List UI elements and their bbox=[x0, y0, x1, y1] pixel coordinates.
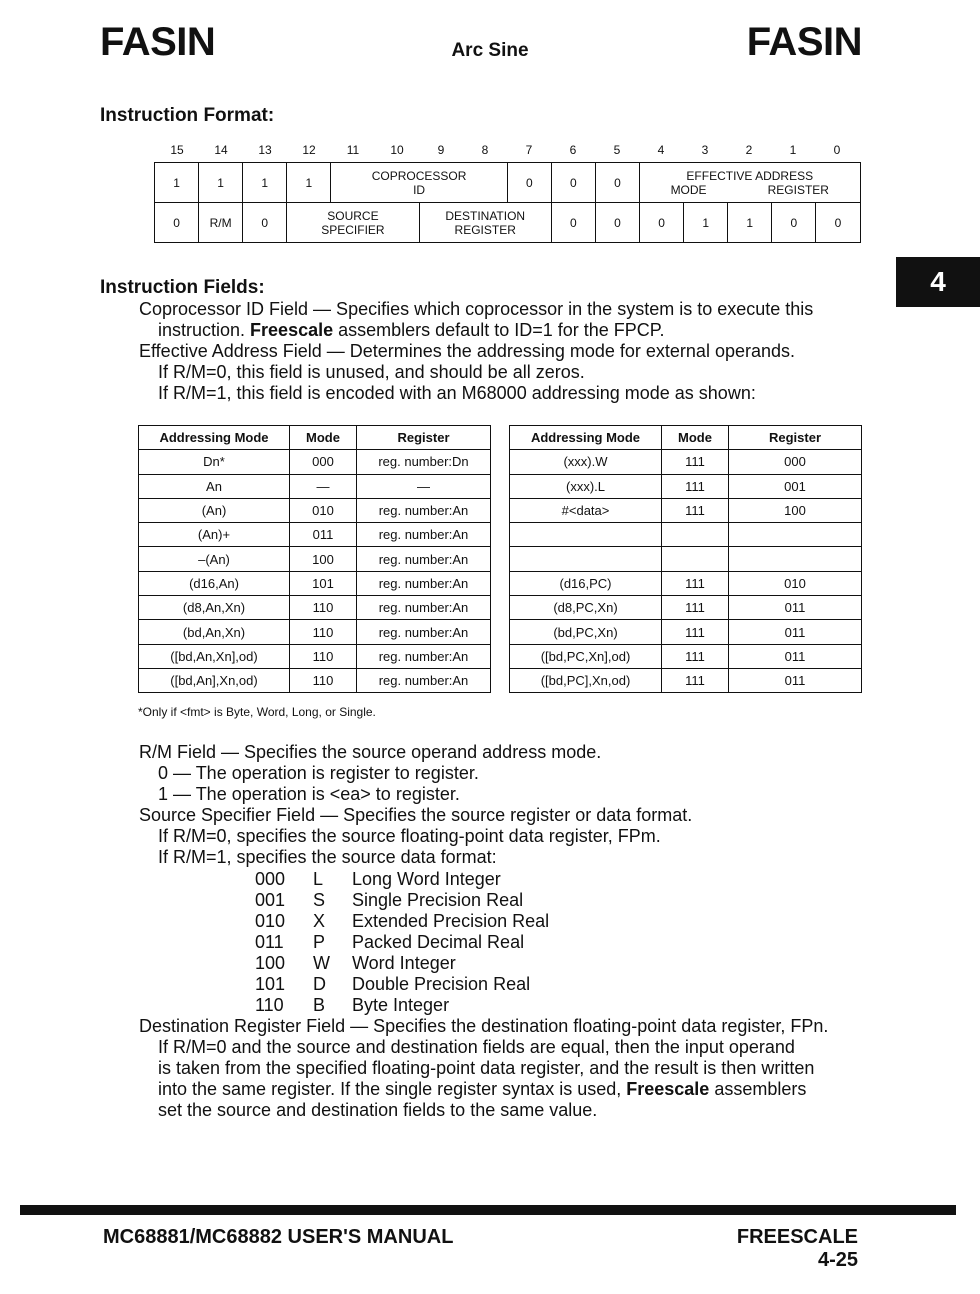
table-cell: 001 bbox=[729, 474, 862, 498]
bit-cell: 1 bbox=[155, 163, 199, 203]
bit-number: 10 bbox=[390, 143, 404, 157]
table-row bbox=[510, 620, 862, 644]
table-cell: 011 bbox=[290, 523, 357, 547]
destination-line-5: set the source and destination fields to the same value. bbox=[158, 1100, 598, 1120]
bit-number: 15 bbox=[170, 143, 184, 157]
table-cell: ([bd,An,Xn],od) bbox=[139, 644, 290, 668]
text-span: assemblers default to ID=1 for the FPCP. bbox=[333, 320, 665, 340]
source-specifier-line-2: If R/M=0, specifies the source floating-point data register, FPm. bbox=[158, 826, 661, 846]
table-cell: (bd,PC,Xn) bbox=[510, 620, 662, 644]
rm-field-line-3: 1 — The operation is <ea> to register. bbox=[158, 784, 460, 804]
bit-number: 3 bbox=[701, 143, 709, 157]
brand-name: Freescale bbox=[250, 320, 334, 340]
table-cell: 000 bbox=[729, 450, 862, 474]
source-specifier-line-1: Source Specifier Field — Specifies the source register or data format. bbox=[139, 805, 693, 825]
bit-number: 7 bbox=[525, 143, 533, 157]
table-row bbox=[510, 668, 862, 692]
table-cell: Dn* bbox=[139, 450, 290, 474]
table-cell: 110 bbox=[290, 620, 357, 644]
footer-page-number: 4-25 bbox=[817, 1249, 858, 1271]
table-cell: reg. number:An bbox=[357, 571, 491, 595]
table-cell: (d16,An) bbox=[139, 571, 290, 595]
footer-rule bbox=[20, 1205, 956, 1215]
bit-number: 6 bbox=[569, 143, 577, 157]
format-letter: L bbox=[313, 869, 324, 889]
format-code: 101 bbox=[255, 974, 286, 994]
format-letter: B bbox=[313, 995, 326, 1015]
table-cell: 110 bbox=[290, 596, 357, 620]
instruction-format-heading: Instruction Format: bbox=[100, 105, 275, 126]
table-row bbox=[139, 474, 491, 498]
addressing-mode-table-left bbox=[138, 425, 491, 693]
table-footnote: *Only if <fmt> is Byte, Word, Long, or Single. bbox=[138, 705, 376, 719]
bit-cell: 0 bbox=[595, 163, 639, 203]
table-cell: An bbox=[139, 474, 290, 498]
text-span: instruction. bbox=[158, 320, 251, 340]
destination-line-3: is taken from the specified floating-point data register, and the result is then written bbox=[158, 1058, 815, 1078]
bit-cell: 0 bbox=[640, 203, 684, 243]
bit-number: 5 bbox=[613, 143, 621, 157]
source-specifier-field bbox=[287, 203, 419, 243]
table-row bbox=[510, 547, 862, 571]
bit-cell: 1 bbox=[728, 203, 772, 243]
instruction-fields-heading: Instruction Fields: bbox=[100, 277, 265, 298]
table-cell: reg. number:An bbox=[357, 523, 491, 547]
coprocessor-line-2 bbox=[158, 320, 664, 341]
table-cell: 011 bbox=[729, 668, 862, 692]
table-cell: reg. number:An bbox=[357, 498, 491, 522]
format-code: 001 bbox=[255, 890, 286, 910]
bit-number: 8 bbox=[481, 143, 489, 157]
table-cell: 100 bbox=[290, 547, 357, 571]
bit-number: 1 bbox=[789, 143, 797, 157]
table-row bbox=[139, 571, 491, 595]
instruction-format-table bbox=[154, 162, 861, 243]
format-letter: P bbox=[313, 932, 326, 952]
footer-manual-title: MC68881/MC68882 USER'S MANUAL bbox=[103, 1226, 454, 1248]
table-row bbox=[510, 571, 862, 595]
table-cell: ([bd,PC,Xn],od) bbox=[510, 644, 662, 668]
bit-number: 4 bbox=[657, 143, 665, 157]
rm-field-line-1: R/M Field — Specifies the source operand address mode. bbox=[139, 742, 602, 762]
bit-cell: 1 bbox=[199, 163, 243, 203]
table-cell: (An)+ bbox=[139, 523, 290, 547]
bit-cell: 0 bbox=[551, 203, 595, 243]
brand-name: Freescale bbox=[626, 1079, 710, 1099]
footer-brand: FREESCALE bbox=[736, 1226, 858, 1248]
bit-cell: 1 bbox=[684, 203, 728, 243]
text-span: into the same register. If the single register syntax is used, bbox=[158, 1079, 627, 1099]
bit-number: 11 bbox=[346, 143, 360, 157]
table-cell: reg. number:An bbox=[357, 620, 491, 644]
table-cell: reg. number:An bbox=[357, 668, 491, 692]
header-title: Arc Sine bbox=[451, 40, 529, 61]
bit-cell: R/M bbox=[199, 203, 243, 243]
table-row bbox=[139, 450, 491, 474]
format-letter: D bbox=[313, 974, 326, 994]
table-cell: — bbox=[290, 474, 357, 498]
ea-line-3: If R/M=1, this field is encoded with an M68000 addressing mode as shown: bbox=[158, 383, 756, 403]
bit-cell: 0 bbox=[243, 203, 287, 243]
ea-mode-label: MODE bbox=[670, 182, 707, 197]
table-cell: 000 bbox=[290, 450, 357, 474]
header-mnemonic-left: FASIN bbox=[100, 20, 216, 64]
effective-address-label: EFFECTIVE ADDRESS bbox=[686, 168, 814, 183]
table-cell bbox=[662, 523, 729, 547]
table-cell bbox=[510, 547, 662, 571]
addressing-mode-table-right bbox=[509, 425, 862, 693]
table-cell: 111 bbox=[662, 450, 729, 474]
table-cell: 110 bbox=[290, 644, 357, 668]
effective-address-field bbox=[640, 163, 860, 203]
table-cell: ([bd,An],Xn,od) bbox=[139, 668, 290, 692]
destination-line-1: Destination Register Field — Specifies the destination floating-point data register, FPn. bbox=[139, 1016, 829, 1036]
table-row bbox=[139, 596, 491, 620]
table-row bbox=[510, 450, 862, 474]
bit-cell: 0 bbox=[816, 203, 860, 243]
destination-label: DESTINATION bbox=[445, 208, 526, 223]
format-code: 100 bbox=[255, 953, 286, 973]
table-cell bbox=[729, 547, 862, 571]
source-specifier-line-3: If R/M=1, specifies the source data format: bbox=[158, 847, 497, 867]
table-row bbox=[139, 547, 491, 571]
table-cell: (d8,An,Xn) bbox=[139, 596, 290, 620]
table-row bbox=[510, 498, 862, 522]
table-cell bbox=[510, 523, 662, 547]
table-cell: reg. number:An bbox=[357, 596, 491, 620]
format-name: Byte Integer bbox=[352, 995, 450, 1015]
format-code: 110 bbox=[255, 995, 284, 1015]
table-cell: 011 bbox=[729, 596, 862, 620]
table-cell: 100 bbox=[729, 498, 862, 522]
table-row bbox=[139, 644, 491, 668]
specifier-label: SPECIFIER bbox=[321, 222, 385, 237]
ea-line-1: Effective Address Field — Determines the addressing mode for external operands. bbox=[139, 341, 796, 361]
coprocessor-id-field bbox=[331, 163, 507, 203]
table-cell: (d8,PC,Xn) bbox=[510, 596, 662, 620]
column-header: Register bbox=[729, 426, 862, 450]
format-name: Double Precision Real bbox=[352, 974, 531, 994]
coprocessor-id-label: ID bbox=[413, 182, 426, 197]
table-cell: 010 bbox=[290, 498, 357, 522]
format-letter: S bbox=[313, 890, 326, 910]
table-cell: 111 bbox=[662, 620, 729, 644]
format-letter: W bbox=[313, 953, 330, 973]
table-cell: (xxx).W bbox=[510, 450, 662, 474]
destination-register-field bbox=[419, 203, 551, 243]
format-name: Long Word Integer bbox=[352, 869, 501, 889]
header-mnemonic-right: FASIN bbox=[746, 20, 862, 64]
table-row bbox=[139, 668, 491, 692]
coprocessor-label: COPROCESSOR bbox=[371, 168, 467, 183]
column-header: Addressing Mode bbox=[510, 426, 662, 450]
table-cell: –(An) bbox=[139, 547, 290, 571]
section-tab: 4 bbox=[896, 257, 980, 307]
format-code: 000 bbox=[255, 869, 286, 889]
table-cell: 111 bbox=[662, 498, 729, 522]
bit-cell: 1 bbox=[243, 163, 287, 203]
table-cell: 111 bbox=[662, 668, 729, 692]
table-cell: (d16,PC) bbox=[510, 571, 662, 595]
table-cell: ([bd,PC],Xn,od) bbox=[510, 668, 662, 692]
bit-cell: 0 bbox=[507, 163, 551, 203]
table-row bbox=[139, 523, 491, 547]
source-label: SOURCE bbox=[327, 208, 379, 223]
table-row bbox=[510, 474, 862, 498]
text-span: assemblers bbox=[709, 1079, 807, 1099]
column-header: Mode bbox=[290, 426, 357, 450]
destination-line-2: If R/M=0 and the source and destination fields are equal, then the input operand bbox=[158, 1037, 795, 1057]
bit-number: 0 bbox=[833, 143, 841, 157]
format-name: Word Integer bbox=[352, 953, 456, 973]
column-header: Register bbox=[357, 426, 491, 450]
table-cell: (bd,An,Xn) bbox=[139, 620, 290, 644]
table-cell: 011 bbox=[729, 644, 862, 668]
table-row bbox=[139, 620, 491, 644]
format-name: Extended Precision Real bbox=[352, 911, 550, 931]
format-code: 010 bbox=[255, 911, 286, 931]
table-cell: reg. number:An bbox=[357, 547, 491, 571]
format-code: 011 bbox=[255, 932, 284, 952]
table-cell: 101 bbox=[290, 571, 357, 595]
column-header: Addressing Mode bbox=[139, 426, 290, 450]
table-cell: 110 bbox=[290, 668, 357, 692]
bit-cell: 0 bbox=[551, 163, 595, 203]
table-cell: #<data> bbox=[510, 498, 662, 522]
bit-cell: 0 bbox=[772, 203, 816, 243]
table-row bbox=[139, 498, 491, 522]
coprocessor-line-1: Coprocessor ID Field — Specifies which coprocessor in the system is to execute this bbox=[139, 299, 814, 319]
bit-number: 2 bbox=[745, 143, 753, 157]
table-row bbox=[510, 596, 862, 620]
table-cell: (An) bbox=[139, 498, 290, 522]
destination-line-4 bbox=[158, 1079, 806, 1100]
bit-number-row bbox=[155, 143, 860, 159]
format-name: Single Precision Real bbox=[352, 890, 524, 910]
format-name: Packed Decimal Real bbox=[352, 932, 525, 952]
bit-cell: 1 bbox=[287, 163, 331, 203]
table-cell: reg. number:An bbox=[357, 644, 491, 668]
table-cell: 111 bbox=[662, 571, 729, 595]
ea-line-2: If R/M=0, this field is unused, and should be all zeros. bbox=[158, 362, 585, 382]
table-cell: 111 bbox=[662, 644, 729, 668]
register-label: REGISTER bbox=[454, 222, 516, 237]
bit-number: 12 bbox=[302, 143, 316, 157]
table-cell bbox=[729, 523, 862, 547]
table-cell: 111 bbox=[662, 474, 729, 498]
rm-field-line-2: 0 — The operation is register to register. bbox=[158, 763, 479, 783]
table-row bbox=[510, 523, 862, 547]
ea-register-label: REGISTER bbox=[767, 182, 829, 197]
table-cell: reg. number:Dn bbox=[357, 450, 491, 474]
table-cell: 010 bbox=[729, 571, 862, 595]
table-cell bbox=[662, 547, 729, 571]
table-cell: 011 bbox=[729, 620, 862, 644]
bit-number: 14 bbox=[214, 143, 228, 157]
bit-cell: 0 bbox=[155, 203, 199, 243]
table-cell: 111 bbox=[662, 596, 729, 620]
table-cell: — bbox=[357, 474, 491, 498]
table-row bbox=[510, 644, 862, 668]
table-cell: (xxx).L bbox=[510, 474, 662, 498]
bit-cell: 0 bbox=[595, 203, 639, 243]
format-letter: X bbox=[313, 911, 326, 931]
bit-number: 9 bbox=[437, 143, 445, 157]
bit-number: 13 bbox=[258, 143, 272, 157]
column-header: Mode bbox=[662, 426, 729, 450]
